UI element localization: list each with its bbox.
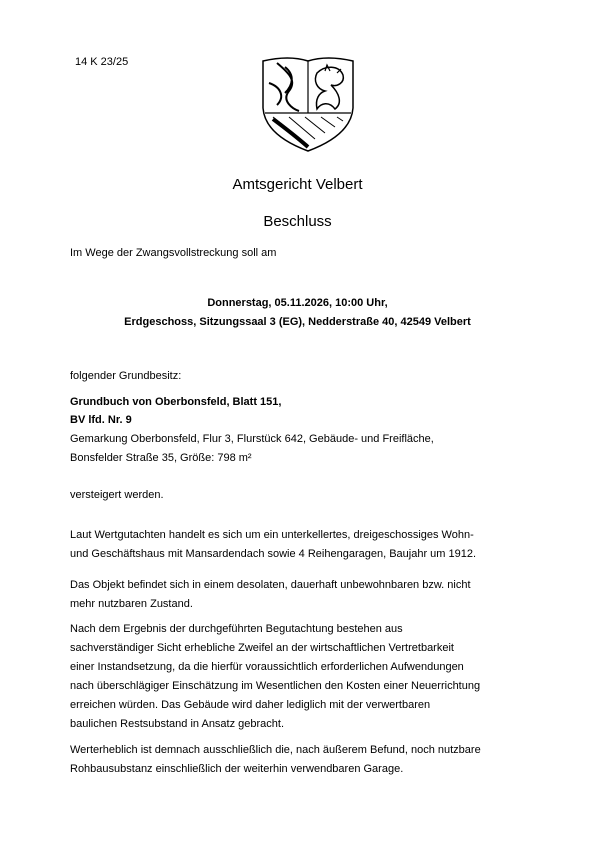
document-title: Beschluss [263, 213, 332, 230]
paragraph-line: Werterheblich ist demnach ausschließlich die, nach äußerem Befund, noch nutzbare [70, 744, 481, 756]
paragraph-line: Nach dem Ergebnis der durchgeführten Begutachtung bestehen aus [70, 623, 403, 635]
case-reference: 14 K 23/25 [75, 56, 129, 68]
paragraph-line: Rohbausubstanz einschließlich der weiterhin verwendbaren Garage. [70, 763, 404, 775]
coat-of-arms-icon [259, 53, 357, 153]
auction-date-time: Donnerstag, 05.11.2026, 10:00 Uhr, [207, 297, 388, 309]
paragraph-line: einer Instandsetzung, da die hierfür voraussichtlich erforderlichen Aufwendungen [70, 661, 464, 673]
paragraph-line: sachverständiger Sicht erhebliche Zweifel an der wirtschaftlichen Vertretbarkeit [70, 642, 454, 654]
paragraph-line: und Geschäftshaus mit Mansardendach sowie 4 Reihengaragen, Baujahr um 1912. [70, 548, 477, 560]
bv-number: BV lfd. Nr. 9 [70, 414, 132, 426]
court-name: Amtsgericht Velbert [232, 176, 363, 193]
parcel-description: Gemarkung Oberbonsfeld, Flur 3, Flurstück 642, Gebäude- und Freifläche, [70, 433, 434, 445]
paragraph-assessment [70, 620, 480, 734]
paragraph-line: nach überschlägiger Einschätzung im Wesentlichen den Kosten einer Neuerrichtung [70, 680, 481, 692]
auction-statement: versteigert werden. [70, 489, 164, 501]
parcel-address: Bonsfelder Straße 35, Größe: 798 m² [70, 452, 252, 464]
paragraph-line: Laut Wertgutachten handelt es sich um ein unterkellertes, dreigeschossiges Wohn- [70, 529, 474, 541]
land-register: Grundbuch von Oberbonsfeld, Blatt 151, [70, 396, 282, 408]
intro-text: Im Wege der Zwangsvollstreckung soll am [70, 247, 277, 259]
property-intro: folgender Grundbesitz: [70, 370, 182, 382]
paragraph-line: erreichen würden. Das Gebäude wird daher lediglich mit der verwertbaren [70, 699, 431, 711]
paragraph-line: Das Objekt befindet sich in einem desolaten, dauerhaft unbewohnbaren bzw. nicht [70, 579, 471, 591]
paragraph-description [70, 526, 476, 564]
auction-location: Erdgeschoss, Sitzungssaal 3 (EG), Nedderstraße 40, 42549 Velbert [124, 316, 471, 328]
paragraph-line: baulichen Restsubstand in Ansatz gebracht. [70, 718, 285, 730]
paragraph-condition [70, 576, 471, 614]
paragraph-line: mehr nutzbaren Zustand. [70, 598, 193, 610]
paragraph-value [70, 741, 481, 779]
